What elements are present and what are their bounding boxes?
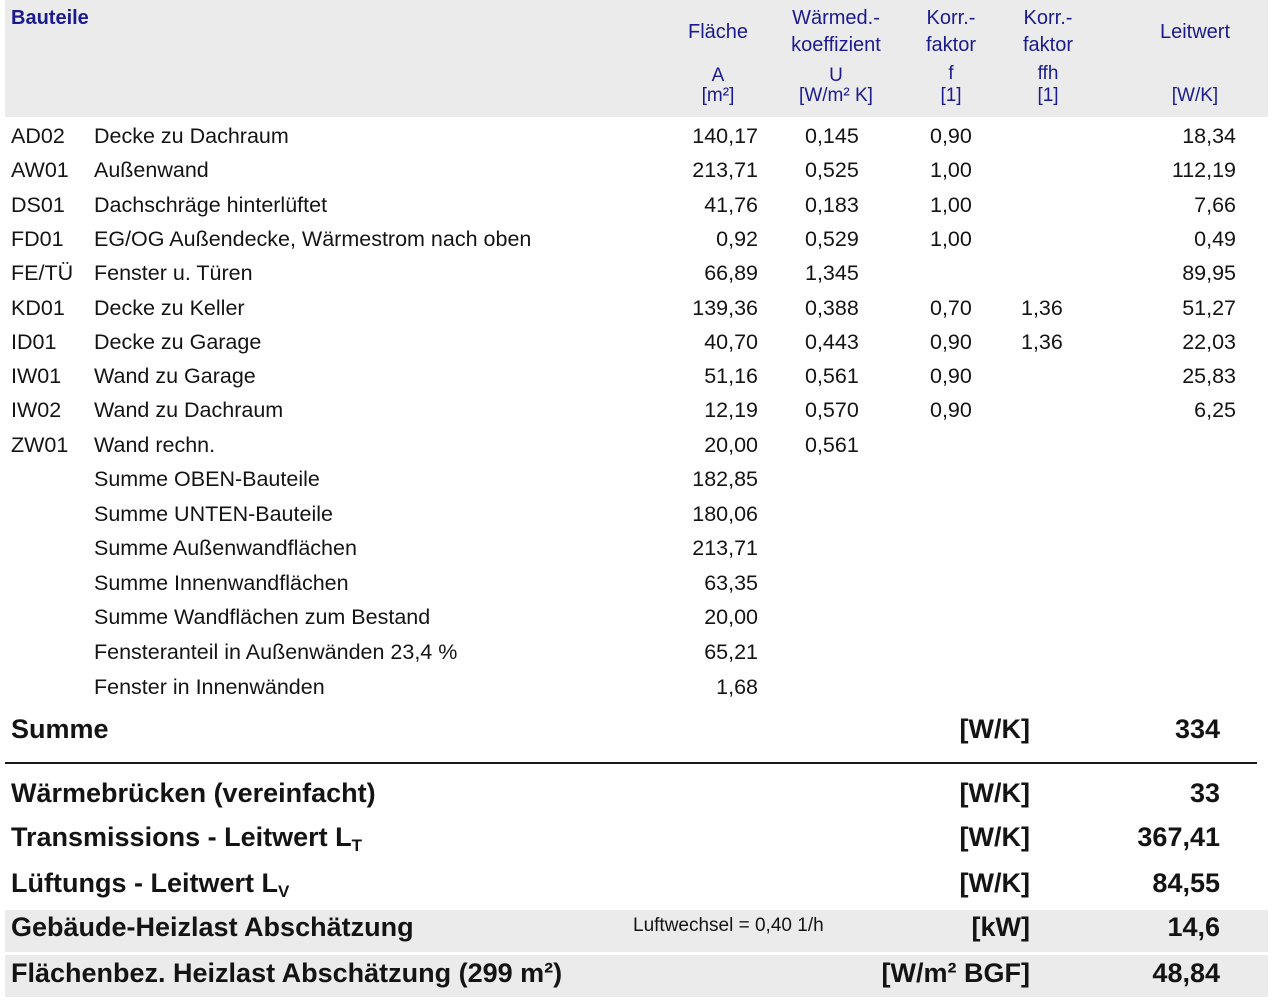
subtotal-name: Summe OBEN-Bauteile (94, 467, 320, 491)
cell-a: 41,76 (704, 192, 758, 217)
cell-u: 0,570 (805, 398, 859, 423)
header-waerme-unit: [W/m² K] (799, 85, 873, 106)
subtotal-row (0, 462, 1280, 496)
table-row (0, 291, 1280, 325)
cell-name: Außenwand (94, 158, 209, 183)
cell-f: 0,90 (930, 364, 972, 389)
cell-a: 40,70 (704, 329, 758, 354)
header-korrffh-line2: faktor (1022, 34, 1074, 56)
transmission-subscript: T (351, 836, 362, 855)
subtotal-row (0, 531, 1280, 565)
cell-a: 66,89 (704, 261, 758, 286)
header-flaeche-unit: [m²] (701, 85, 735, 106)
divider-line (5, 762, 1257, 764)
cell-l: 7,66 (1194, 192, 1236, 217)
header-waerme-line1: Wärmed.- (792, 7, 880, 29)
waermebruecken-label: Wärmebrücken (vereinfacht) (11, 778, 376, 808)
cell-u: 0,561 (805, 364, 859, 389)
summe-label: Summe (11, 714, 109, 744)
heizlast-unit: [kW] (971, 912, 1030, 942)
header-waerme-line2: koeffizient (791, 34, 881, 56)
cell-u: 0,183 (805, 192, 859, 217)
header-korrffh-symbol: ffh (1037, 63, 1059, 84)
transmission-value: 367,41 (1137, 822, 1220, 852)
cell-code: DS01 (11, 192, 65, 217)
subtotal-name: Fenster in Innenwänden (94, 674, 325, 699)
cell-l: 6,25 (1194, 398, 1236, 423)
cell-a: 20,00 (704, 432, 758, 457)
cell-l: 51,27 (1182, 295, 1236, 320)
subtotal-name: Summe UNTEN-Bauteile (94, 501, 333, 526)
table-row (0, 153, 1280, 187)
subtotal-a: 182,85 (692, 467, 758, 491)
cell-code: AW01 (11, 158, 69, 183)
cell-u: 1,345 (805, 261, 859, 286)
cell-a: 213,71 (692, 158, 758, 183)
subtotal-row (0, 670, 1280, 704)
flaechenbez-row (0, 958, 1280, 996)
waermebruecken-row (0, 778, 1280, 814)
table-row (0, 119, 1280, 153)
transmission-row (0, 822, 1280, 858)
cell-name: Wand zu Dachraum (94, 398, 284, 423)
header-title: Bauteile (11, 7, 89, 29)
table-row (0, 222, 1280, 256)
cell-ffh: 1,36 (1021, 295, 1063, 320)
header-flaeche-symbol: A (711, 65, 725, 86)
cell-f: 1,00 (930, 192, 972, 217)
lueftung-subscript: V (277, 882, 290, 901)
table-row (0, 428, 1280, 462)
cell-name: Fenster u. Türen (94, 261, 253, 286)
lueftung-row (0, 868, 1280, 904)
cell-f: 1,00 (930, 158, 972, 183)
cell-l: 25,83 (1182, 364, 1236, 389)
table-row (0, 256, 1280, 290)
cell-l: 18,34 (1182, 124, 1236, 148)
table-row (0, 359, 1280, 393)
cell-ffh: 1,36 (1021, 329, 1063, 354)
subtotal-name: Summe Innenwandflächen (94, 570, 349, 595)
cell-a: 51,16 (704, 364, 758, 389)
cell-code: FE/TÜ (11, 261, 74, 286)
cell-code: ZW01 (11, 432, 69, 457)
waermebruecken-unit: [W/K] (959, 778, 1030, 808)
cell-a: 139,36 (692, 295, 758, 320)
cell-code: FD01 (11, 226, 64, 251)
subtotal-a: 63,35 (704, 570, 758, 595)
cell-l: 0,49 (1194, 226, 1236, 251)
waermebruecken-value: 33 (1189, 778, 1220, 808)
luftwechsel-note: Luftwechsel = 0,40 1/h (633, 915, 824, 936)
subtotal-a: 65,21 (704, 640, 758, 664)
header-korr-line2: faktor (925, 34, 977, 56)
header-waerme-symbol: U (829, 65, 843, 86)
table-row (0, 325, 1280, 359)
cell-u: 0,561 (805, 432, 859, 457)
heizlast-value: 14,6 (1167, 912, 1220, 942)
cell-f: 0,90 (930, 124, 972, 148)
flaechenbez-unit: [W/m² BGF] (881, 958, 1030, 988)
cell-u: 0,145 (805, 124, 859, 148)
cell-u: 0,529 (805, 226, 859, 251)
subtotal-a: 213,71 (692, 536, 758, 561)
cell-l: 89,95 (1182, 261, 1236, 286)
subtotal-row (0, 566, 1280, 600)
cell-l: 22,03 (1182, 329, 1236, 354)
cell-name: Dachschräge hinterlüftet (94, 192, 328, 217)
subtotal-name: Summe Außenwandflächen (94, 536, 357, 561)
subtotal-name: Summe Wandflächen zum Bestand (94, 605, 431, 630)
cell-code: KD01 (11, 295, 65, 320)
cell-a: 12,19 (704, 398, 758, 423)
header-korr-symbol: f (948, 63, 954, 84)
cell-name: Decke zu Keller (94, 295, 245, 320)
cell-name: Decke zu Garage (94, 329, 262, 354)
header-leitwert: Leitwert (1159, 21, 1231, 43)
cell-name: EG/OG Außendecke, Wärmestrom nach oben (94, 226, 532, 251)
subtotal-a: 1,68 (716, 674, 758, 699)
table-row (0, 188, 1280, 222)
cell-name: Wand zu Garage (94, 364, 256, 389)
cell-u: 0,443 (805, 329, 859, 354)
lueftung-label: Lüftungs - Leitwert $L_V$ (11, 868, 290, 901)
flaechenbez-label: Flächenbez. Heizlast Abschätzung (299 m²) (11, 958, 563, 988)
cell-code: IW02 (11, 398, 62, 423)
cell-f: 0,90 (930, 329, 972, 354)
subtotal-row (0, 600, 1280, 634)
transmission-label: Transmissions - Leitwert $L_T$ (11, 822, 362, 855)
table-row (0, 393, 1280, 427)
header-korrffh-unit: [1] (1037, 85, 1059, 106)
lueftung-value: 84,55 (1152, 868, 1220, 898)
cell-f: 0,70 (930, 295, 972, 320)
cell-name: Decke zu Dachraum (94, 124, 289, 148)
subtotal-a: 20,00 (704, 605, 758, 630)
cell-code: IW01 (11, 364, 62, 389)
cell-f: 1,00 (930, 226, 972, 251)
cell-u: 0,388 (805, 295, 859, 320)
cell-a: 140,17 (692, 124, 758, 148)
header-korr-line1: Korr.- (926, 7, 976, 29)
lueftung-unit: [W/K] (959, 868, 1030, 898)
summe-value: 334 (1174, 714, 1220, 744)
subtotal-name: Fensteranteil in Außenwänden 23,4 % (94, 640, 458, 664)
header-korr-unit: [1] (940, 85, 962, 106)
cell-name: Wand rechn. (94, 432, 216, 457)
subtotal-a: 180,06 (692, 501, 758, 526)
transmission-unit: [W/K] (959, 822, 1030, 852)
cell-code: ID01 (11, 329, 57, 354)
summe-row (0, 714, 1280, 750)
flaechenbez-value: 48,84 (1152, 958, 1220, 988)
summe-unit: [W/K] (959, 714, 1030, 744)
cell-l: 112,19 (1171, 158, 1236, 183)
header-korrffh-line1: Korr.- (1023, 7, 1073, 29)
cell-f: 0,90 (930, 398, 972, 423)
subtotal-row (0, 635, 1280, 669)
cell-u: 0,525 (805, 158, 859, 183)
header-leitwert-unit: [W/K] (1171, 85, 1219, 106)
heizlast-label: Gebäude-Heizlast Abschätzung (11, 912, 414, 942)
cell-code: AD02 (11, 124, 65, 148)
header-flaeche: Fläche (687, 21, 749, 43)
cell-a: 0,92 (716, 226, 758, 251)
subtotal-row (0, 497, 1280, 531)
